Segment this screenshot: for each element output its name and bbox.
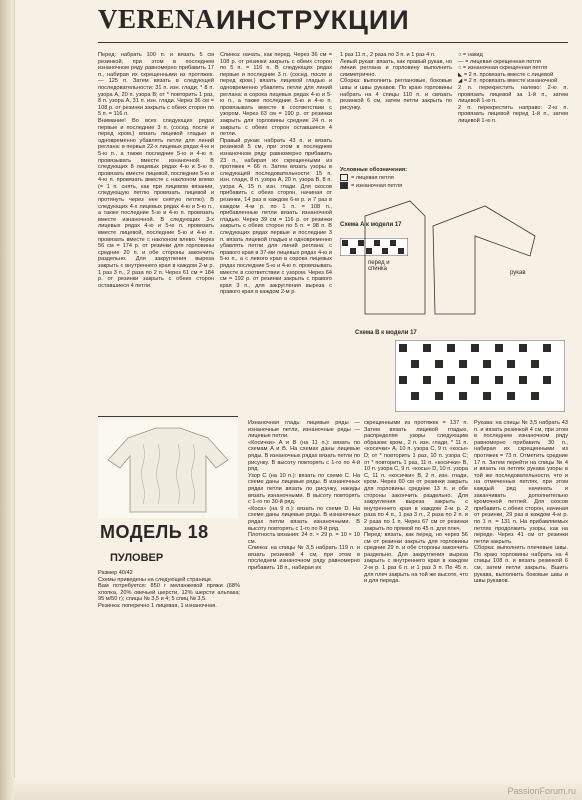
knit-symbol-icon	[340, 174, 348, 181]
section-title: ИНСТРУКЦИИ	[216, 5, 410, 35]
schema-b-title: Схема B к модели 17	[355, 330, 417, 336]
sweater-photo	[98, 420, 238, 518]
schema-b-chart	[395, 340, 565, 412]
legend-knit: = лицевая петля	[351, 175, 394, 181]
section-divider	[98, 416, 238, 417]
back-front-instructions: скрещенными из протяжек = 137 п. Затем вязать лицевой гладью, распределяя узоры следующим образом: кром., 2 п. изн. глади, * 11 п. «косички» A, 10 п. узора C, 9 п. «косы» D; от * повторить 1 раз, 10 п. узора C; от * повторить 1 раз, 11 п. «косички» B, 10 п. узора C, 9 п. «косы» D, 10 п. узора C, 11 п. «косички» B, 2 п. изн. глади, кром. Через 60 см от резинки закрыть для горловины средние 13 п. и обе стороны закончить раздельно. Для закругления выреза закрыть с внутреннего края в каждом 2-м р. 2 раза по 4 п., 1 раз 3 п., 2 раза по 2 п. и 2 раза по 1 п. Через 67 см от резинки закрыть по прямой по 45 п. для плеч. Перед: вязать, как перед, но через 56 см от резинки закрыть для горловины средние 29 п. и обе стороны закончить раздельно. Для закругления выреза закрыть с внутреннего края в каждом 2-м р. 1 раз 6 п. и 1 раз 3 п. По 45 п. для плеч закрыть на той же высоте, что и для переда.	[364, 420, 468, 585]
page-binding	[0, 0, 14, 800]
page-header	[98, 4, 568, 43]
model-subtitle: ПУЛОВЕР	[110, 552, 164, 564]
purl-symbol-icon	[340, 182, 348, 189]
sleeve-assembly-instructions: Рукава: на спицы № 3,5 набрать 43 п. и вязать резинкой 4 см, при этом в последнем изнаночном ряду равномерно прибавить 30 п., набирая их скрещенными из протяжек = 73 п. Отметить средние 17 п. Затем перейти на спицы № 4 и вязать на петлях рукава узоры в той же последовательности, что и на отмеченных петлях, при этом каждый ряд начинать и заканчивать дополнительно кромочной петлей. Для скосов прибавить с обеих сторон, начиная от резинки, 29 раз в каждом 4-м р. по 1 п. = 131 п. На прибавляемых петлях продолжить узоры, как на переде. Через 41 см от резинки петли закрыть. Сборка: выполнить плечевые швы. По краю горловины набрать на 4 спицы 108 п. и вязать резинкой 6 см, затем петли закрыть. Вшить рукава, выполнить боковые швы и швы рукавов.	[474, 420, 568, 585]
legend-purl: = изнаночная петля	[351, 183, 403, 189]
sleeve-label: рукав	[510, 270, 526, 276]
model-materials: Размер 40/42 Схемы приведены на следующей странице. Вам потребуется: 850 г меланжевой пряжи (68% хлопка, 20% овечьей шерсти, 12% шерсти альпака; 95 м/50 г); спицы № 3,5 и 4; 5 спиц № 3,5. Резинка: поперечно 1 лицевая, 1 изнаночная.	[98, 570, 240, 609]
front-instructions: Перед: набрать 100 п. и вязать 5 см резинкой, при этом в последнем изнаночном ряду равномерно прибавить 17 п., набирая их скрещенными из протяжек. — 125 п. Затем вязать в следующей последовательности: 31 п. изн. глади, * 8 п. узора A, 20 п. узора B; от * повторить 1 раз, 8 п. узора A, 31 п. изн. глади. Через 36 см = 108 р. от резинки закрыть с обеих сторон по 5 п. = 116 п. Внимание! Во всех следующих рядах первые и последние 3 п. (сосед. после и перед кром.) вязать лицевой гладью и одновременно убавлять петли для линий реглана: в первых 22-х лицевых рядах 4-ю и 5-ю п., а также последние 5-ю и 4-ю п. провязывать вместе изнаночной. В следующих 8 лицевых рядах 4-ю и 5-ю п. провязать вместе лицевой, последние 5-ю и 4-ю п. провязать вместе с наклоном влево (= 1 п. снять, как при лицевом вязании, следующую петлю провязать лицевой и протянуть через нее снятую петлю). В следующих 4-х лицевых рядах 4-ю и 5-ю п., а также последние 5-ю и 4-ю п. провязать вместе изнаночной. В следующих 3-х лицевых рядах 4-ю и 5-ю п. провязать вместе лицевой, последние 5-ю и 4-ю п. провязать вместе с наклоном влево. Через 56 см = 174 р. от резинки для горловины средние 20 п. и обе стороны закончить раздельно. Для закругления выреза закрыть с внутреннего края в каждом 2-м р. 1 раз 3 п., 2 раза по 2 п. Через 61 см = 184 р. от резинки закрыть с обеих сторон оставшиеся 4 петли.	[98, 52, 214, 289]
back-and-sleeve-instructions: Спинка: начать, как перед. Через 36 см = 108 р. от резинки закрыть с обеих сторон по 5 п. = 116 п. В следующих рядах первые и последние 3 п. (сосед. после и перед кром.) вязать лицевой гладью и одновременно убавлять петли для линий реглана: в сорока лицевых рядах 4-ю и 5-ю п., а также последние 5-ю и 4-ю п. провязывать вместе в соответствии с узором. Через 63 см = 190 р. от резинки закрыть для горловины средние 24 п. и закрыть с обеих сторон оставшиеся 4 петли. Правый рукав: набрать 43 п. и вязать резинкой 5 см, при этом в последнем изнаночном ряду равномерно прибавить 23 п., набирая их скрещенными из протяжек = 66 п. Затем вязать узоры в следующей последовательности: 15 п. изн. глади, 8 п. узора A, 20 п. узора B, 8 п. узора A, 15 п. изн. глади. Для скосов прибавить с обеих сторон, начиная от резинки, 14 раз в каждом 6-м р. и 7 раз в каждом 4-м р. по 1 п. = 108 п., прибавленные петли вязать изнаночной гладью. Через 39 см = 116 р. от резинки закрыть с обеих сторон по 5 п. = 98 п. В следующих рядах первые и последние 3 п. вязать лицевой гладью и одновременно убавлять петли для линий реглана: с правого края в 37-ми лицевых рядах 4-ю и 5-ю п., а с левого края в сорока лицевых рядах последние 5-ю и 4-ю п. провязывать вместе в соответствии с узором. Через 64 см = 192 р. от резинки закрыть с правого края 3 п., для закругления выреза с правого края в каждом 2-м р.	[220, 52, 332, 296]
page-shadow	[14, 778, 582, 800]
watermark: PassionForum.ru	[507, 786, 576, 796]
front-back-label: перед и спинка	[368, 260, 390, 272]
brand-logo: VERENA	[98, 4, 216, 34]
model-title: МОДЕЛЬ 18	[100, 522, 209, 542]
schema-a-title: Схема A к модели 17	[340, 222, 402, 228]
symbol-legend-text: ○ = накид — = лицевая скрещенная петля ○ = изнаночная скрещенная петля ◣ = 2 п. провязать вместе с лицевой ◢ = 2 п. провязать вместе изнаночной 2 п. перекрестить налево: 2-ю п. провязать лицевой за 1-й п., затем лицевой 1-ю п. 2 п. перекрестить направо: 2-ю п. провязать лицевой перед 1-й п., затем лицевой 1-ю п.	[458, 52, 568, 124]
pattern-stitches: Изнаночная гладь: лицевые ряды — изнаночные петли, изнаночные ряды — лицевые петли. «Косички» A и B (на 11 п.): вязать по схемам A и B. На схемах даны лицевые ряды. В изнаночных рядах вязать петли по рисунку. В высоту повторять с 1-го по 4-й ряд. Узор C (на 10 п.): вязать по схеме C. На схеме даны лицевые ряды. В изнаночных рядах петли вязать по рисунку, накиды вязать изнаночными. В высоту повторять с 1-го по 30-й ряд. «Коса» (на 9 п.): вязать по схеме D. На схеме даны лицевые ряды. В изнаночных рядах петли вязать изнаночными. В высоту повторять с 1-го по 8-й ряд. Плотность вязания: 24 п. × 29 р. = 10 × 10 см. Спинка: на спицы № 3,5 набрать 119 п. и вязать резинкой 4 см, при этом в последнем изнаночном ряду равномерно прибавить 18 п., набирая их	[248, 420, 360, 572]
legend-title: Условные обозначения:	[340, 167, 408, 173]
garment-schematic	[355, 196, 545, 321]
left-sleeve-and-assembly: 1 раз 11 п., 2 раза по 3 п. и 1 раз 4 п. Левый рукав: вязать, как правый рукав, но линии реглана и горловину выполнить симметрично. Сборка: выполнить реглановые, боковые швы и швы рукавов. По краю горловины набрать на 4 спицы 110 п. и связать резинкой 6 см, затем петли закрыть по рисунку.	[340, 52, 452, 111]
legend-box	[340, 166, 452, 190]
